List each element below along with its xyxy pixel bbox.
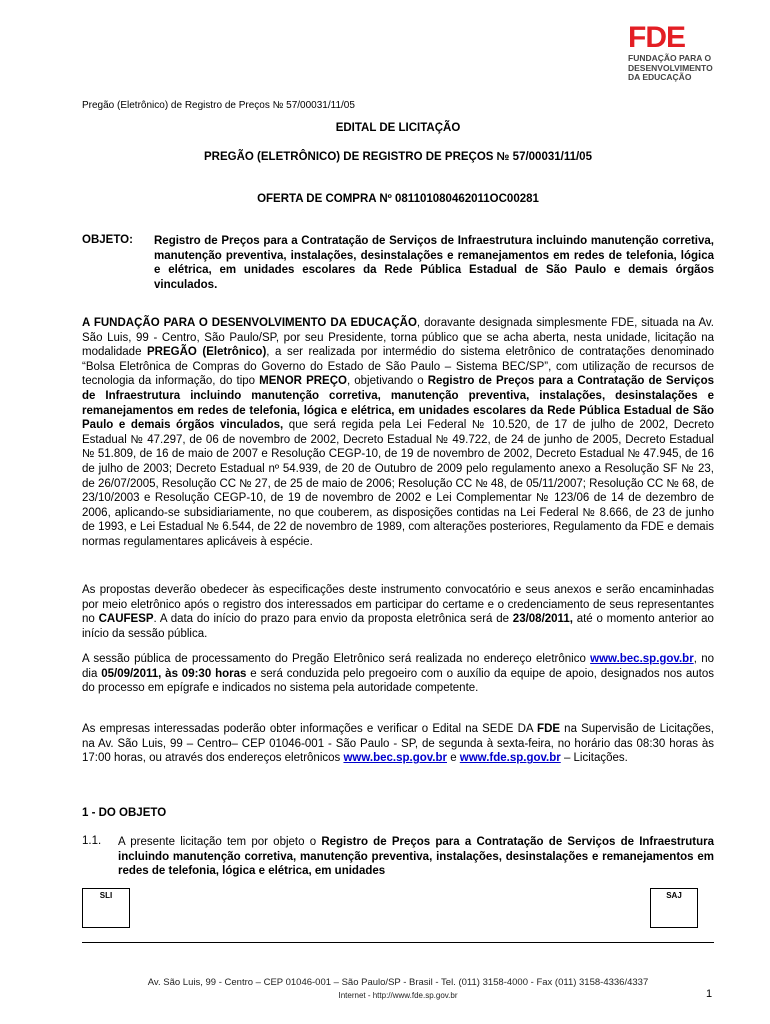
objeto-label: OBJETO: (82, 234, 133, 246)
item-number: 1.1. (82, 835, 102, 847)
item-1-1-objeto: Registro de Preços para a Contratação de Serviços de Infraestrutura incluindo manutenção corretiva, manutenção preventiva, instalações, desinstalações e remanejamentos em redes de telefonia, lógica e elétrica, em unidades (118, 836, 714, 878)
paragraph-informacoes (82, 722, 714, 766)
bec-link-2[interactable]: www.bec.sp.gov.br (343, 752, 447, 765)
p3-text-d: e será conduzida pelo pregoeiro com o auxílio da equipe de apoio, designados nos autos do processo em epígrafe e indicados no sistema pela autoridade competente. (82, 667, 715, 695)
p3-text-b: , no dia (82, 653, 714, 680)
sli-label: SLI (99, 891, 113, 900)
page-number: 1 (706, 988, 713, 1000)
p4-text-c: na Supervisão de Licitações, na Av. São Luis, 99 – Centro– CEP 01046-001 - São Paulo - SP, de segunda à sexta-feira, no horário das 08:30 horas às 17:00 horas, ou através dos endereços eletrônicos (82, 723, 714, 765)
paragraph-propostas (82, 583, 714, 641)
p1-tipo: MENOR PREÇO (259, 375, 347, 388)
fde-link[interactable]: www.fde.sp.gov.br (459, 752, 561, 765)
p4-fde: FDE (537, 723, 561, 735)
p2-text-c: . A data do início do prazo para envio da proposta eletrônica será de (153, 613, 513, 626)
footer-internet: Internet - http://www.fde.sp.gov.br (338, 991, 458, 1000)
fde-logo-wordmark (628, 21, 728, 54)
p1-text-b: , doravante designada simplesmente FDE, situada na Av. São Luis, 99 - Centro, São Paulo/SP, por seu Presidente, torna público que se acha aberta, nesta unidade, licitação na modalidade (82, 317, 714, 359)
running-header: Pregão (Eletrônico) de Registro de Preços № 57/00031/11/05 (82, 100, 355, 111)
p2-text-e: até o momento anterior ao início da sessão pública. (82, 613, 714, 640)
saj-box (650, 888, 698, 928)
p4-text-e: – Licitações. (560, 752, 628, 765)
logo-line-2: DESENVOLVIMENTO (628, 62, 713, 73)
p2-caufesp: CAUFESP (98, 613, 154, 626)
saj-label: SAJ (666, 891, 682, 900)
item-1-1-text (118, 835, 714, 879)
footer-address: Av. São Luis, 99 - Centro – CEP 01046-001 – São Paulo/SP - Brasil - Tel. (011) 3158-4000 - Fax (011) 3158-4336/4337 (147, 977, 649, 988)
fde-logo (628, 21, 728, 83)
sli-box (82, 888, 130, 928)
logo-line-3: DA EDUCAÇÃO (628, 72, 692, 82)
logo-subtitle (628, 54, 728, 83)
p1-org-name: A FUNDAÇÃO PARA O DESENVOLVIMENTO DA EDUCAÇÃO (82, 317, 417, 329)
p2-text-a: As propostas deverão obedecer às especificações deste instrumento convocatório e seus anexos e serão encaminhadas por meio eletrônico após o registro dos interessados em participar do certame e o credenciamento de seus representantes no (82, 584, 714, 626)
p3-text-a: A sessão pública de processamento do Pregão Eletrônico será realizada no endereço eletrônico (82, 653, 591, 665)
paragraph-intro (82, 316, 714, 550)
p1-legislacao: que será regida pela Lei Federal № 10.520, de 17 de julho de 2002, Decreto Estadual № 47.297, de 06 de novembro de 2002, Decreto Estadual № 49.722, de 24 de junho de 2005, Decreto Estadual № 51.809, de 16 de maio de 2007 e Resolução CEGP-10, de 19 de novembro de 2002, Decreto Estadual № 47.945, de 16 de julho de 2003; Decreto Estadual nº 54.939, de 20 de Outubro de 2009 pelo regulamento anexo a Resolução SF № 23, de 26/07/2005, Resolução CC № 27, de 25 de maio de 2006; Resolução CC № 48, de 05/11/2007; Resolução CC № 68, de 23/10/2003 e Resolução CEGP-10, de 19 de novembro de 2002 e Lei Complementar № 123/06 de 14 de dezembro de 2006, aplicando-se subsidiariamente, no que couberem, as disposições contidas na Lei Federal № 8.666, de 23 de junho de 1993, e Lei Estadual № 6.544, de 22 de novembro de 1989, com alterações posteriores, Regulamento da FDE e demais normas regulamentares aplicáveis à espécie. (82, 419, 715, 548)
edital-title: EDITAL DE LICITAÇÃO (335, 122, 461, 134)
logo-line-1: FUNDAÇÃO PARA O (628, 53, 712, 63)
p1-text-f: , objetivando o (346, 375, 428, 388)
p1-modalidade: PREGÃO (Eletrônico) (147, 346, 267, 359)
objeto-text: Registro de Preços para a Contratação de Serviços de Infraestrutura incluindo manutenção corretiva, manutenção preventiva, instalações, desinstalações e remanejamentos em redes de telefonia, lógica e elétrica, em unidades escolares da Rede Pública Estadual de São Paulo e demais órgãos vinculados. (154, 235, 714, 291)
pregao-title: PREGÃO (ELETRÔNICO) DE REGISTRO DE PREÇOS № 57/00031/11/05 (204, 151, 592, 163)
section-heading-objeto: 1 - DO OBJETO (82, 807, 167, 819)
p1-text-d: , a ser realizada por intermédio do sistema eletrônico de contratações denominado “Bolsa Eletrônica de Compras do Governo do Estado de São Paulo – Sistema BEC/SP”, com utilização de recursos de tecnologia da informação, do tipo (82, 346, 715, 388)
paragraph-sessao (82, 652, 714, 696)
p4-text-a: As empresas interessadas poderão obter informações e verificar o Edital na SEDE DA (82, 723, 538, 735)
logo-brand-text: FDE (628, 21, 685, 54)
bec-link[interactable]: www.bec.sp.gov.br (590, 653, 694, 665)
footer-divider (82, 942, 714, 943)
item-1-1-text-a: A presente licitação tem por objeto o (118, 836, 322, 848)
oferta-title: OFERTA DE COMPRA Nº 081101080462011OC00281 (257, 193, 539, 205)
p1-objeto: Registro de Preços para a Contratação de Serviços de Infraestrutura incluindo manutenção corretiva, manutenção preventiva, instalações, desinstalações e remanejamentos em redes de telefonia, lógica e elétrica, em unidades escolares da Rede Pública Estadual de São Paulo e demais órgãos vinculados, (82, 375, 714, 432)
p2-date: 23/08/2011, (512, 613, 573, 626)
p4-text-d: e (447, 752, 460, 765)
p3-session-date: 05/09/2011, às 09:30 horas (101, 667, 247, 680)
